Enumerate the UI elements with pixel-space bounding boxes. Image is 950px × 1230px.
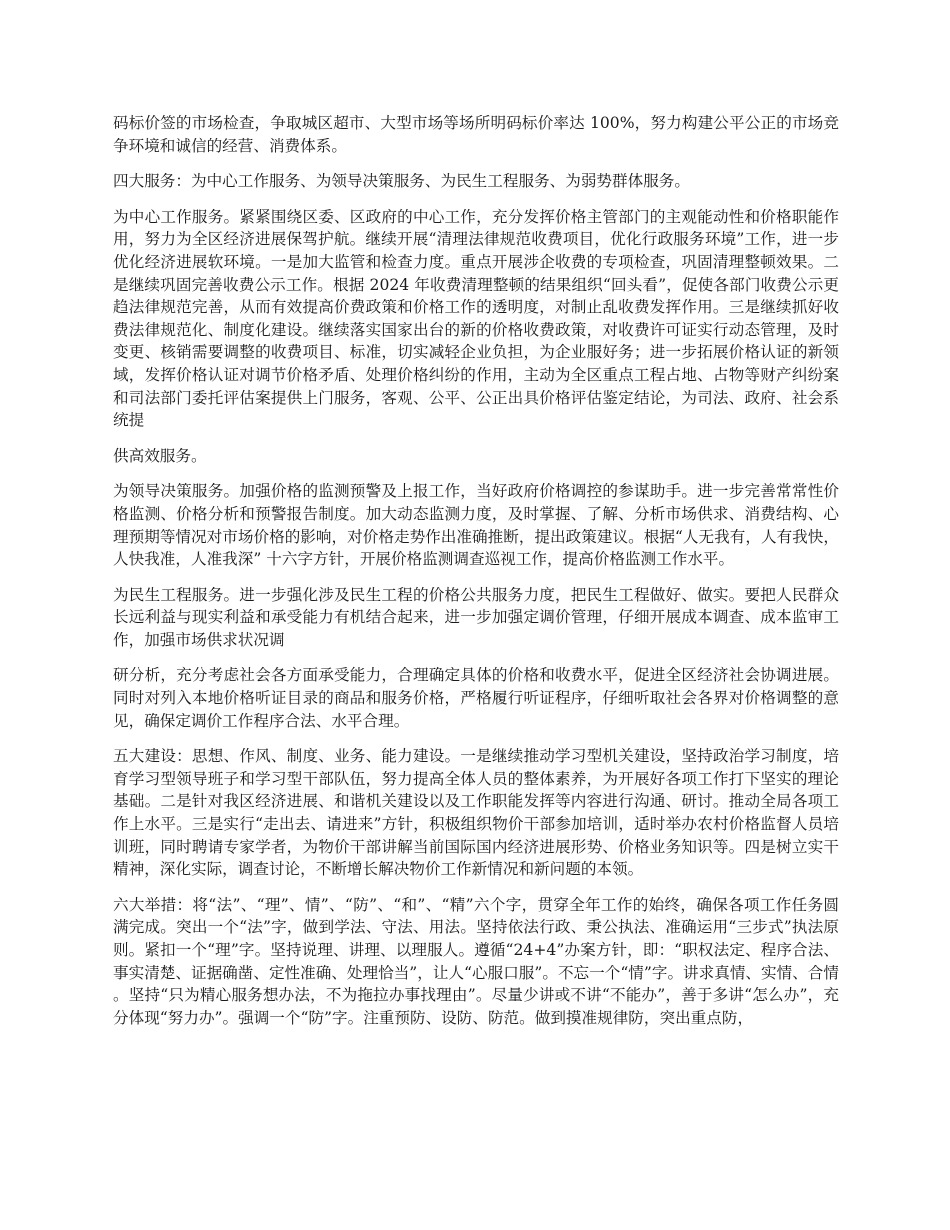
document-page [113, 112, 839, 1042]
paragraph-efficient-service: 供高效服务。 [113, 446, 207, 465]
paragraph-livelihood-project-service: 为民生工程服务。进一步强化涉及民生工程的价格公共服务力度，把民生工程做好、做实。要把人民群众长远利益与现实利益和承受能力有机结合起来，进一步加强定调价管理，仔细开展成本调查、成本监审工作，加强市场供求状况调 [113, 585, 839, 649]
paragraph-four-services: 四大服务：为中心工作服务、为领导决策服务、为民生工程服务、为弱势群体服务。 [113, 172, 690, 191]
paragraph-five-constructions: 五大建设：思想、作风、制度、业务、能力建设。一是继续推动学习型机关建设，坚持政治学习制度，培育学习型领导班子和学习型干部队伍，努力提高全体人员的整体素养，为开展好各项工作打下坚实的理论基础。二是针对我区经济进展、和谐机关建设以及工作职能发挥等内容进行沟通、研讨。推动全局各项工作上水平。三是实行“走出去、请进来”方针，积极组织物价干部参加培训，适时举办农村价格监督人员培训班，同时聘请专家学者，为物价干部讲解当前国际国内经济进展形势、价格业务知识等。四是树立实干精神，深化实际，调查讨论，不断增长解决物价工作新情况和新问题的本领。 [113, 747, 839, 879]
paragraph-central-work-service: 为中心工作服务。紧紧围绕区委、区政府的中心工作，充分发挥价格主管部门的主观能动性和价格职能作用，努力为全区经济进展保驾护航。继续开展“清理法律规范收费项目，优化行政服务环境”工作，进一步优化经济进展软环境。一是加大监管和检查力度。重点开展涉企收费的专项检查，巩固清理整顿效果。二是继续巩固完善收费公示工作。根据 2024 年收费清理整顿的结果组织“回头看”，促使各部门收费公示更趋法律规范完善，从而有效提高价费政策和价格工作的透明度，对制止乱收费发挥作用。三是继续抓好收费法律规范化、制度化建设。继续落实国家出台的新的价格收费政策，对收费许可证实行动态管理，及时变更、核销需要调整的收费项目、标准，切实减轻企业负担，为企业服好务；进一步拓展价格认证的新领域，发挥价格认证对调节价格矛盾、处理价格纠纷的作用，主动为全区重点工程占地、占物等财产纠纷案和司法部门委托评估案提供上门服务，客观、公平、公正出具价格评估鉴定结论，为司法、政府、社会系统提 [113, 207, 839, 430]
paragraph-research-analysis: 研分析，充分考虑社会各方面承受能力，合理确定具体的价格和收费水平，促进全区经济社会协调进展。同时对列入本地价格听证目录的商品和服务价格，严格履行听证程序，仔细听取社会各界对价格调整的意见，确保定调价工作程序合法、水平合理。 [113, 666, 839, 730]
paragraph-price-tag-inspection: 码标价签的市场检查，争取城区超市、大型市场等场所明码标价率达 100%，努力构建公平公正的市场竞争环境和诚信的经营、消费体系。 [113, 114, 839, 155]
paragraph-six-measures: 六大举措：将“法”、“理”、情”、“防”、“和”、“精”六个字，贯穿全年工作的始终，确保各项工作任务圆满完成。突出一个“法”字，做到学法、守法、用法。坚持依法行政、秉公执法、准确运用“三步式”执法原则。紧扣一个“理”字。坚持说理、讲理、以理服人。遵循“24+4”办案方针，即：“职权法定、程序合法、事实清楚、证据确凿、定性准确、处理恰当”，让人“心服口服”。不忘一个“情”字。讲求真情、实情、合情。坚持“只为精心服务想办法，不为拖拉办事找理由”。尽量少讲或不讲“不能办”，善于多讲“怎么办”，充分体现“努力办”。强调一个“防”字。注重预防、设防、防范。做到摸准规律防，突出重点防， [113, 895, 839, 1027]
paragraph-leadership-decision-service: 为领导决策服务。加强价格的监测预警及上报工作，当好政府价格调控的参谋助手。进一步完善常常性价格监测、价格分析和预警报告制度。加大动态监测力度，及时掌握、了解、分析市场供求、消费结构、心理预期等情况对市场价格的影响，对价格走势作出准确推断，提出政策建议。根据“人无我有，人有我快，人快我准，人准我深” 十六字方针，开展价格监测调查巡视工作，提高价格监测工作水平。 [113, 482, 839, 569]
